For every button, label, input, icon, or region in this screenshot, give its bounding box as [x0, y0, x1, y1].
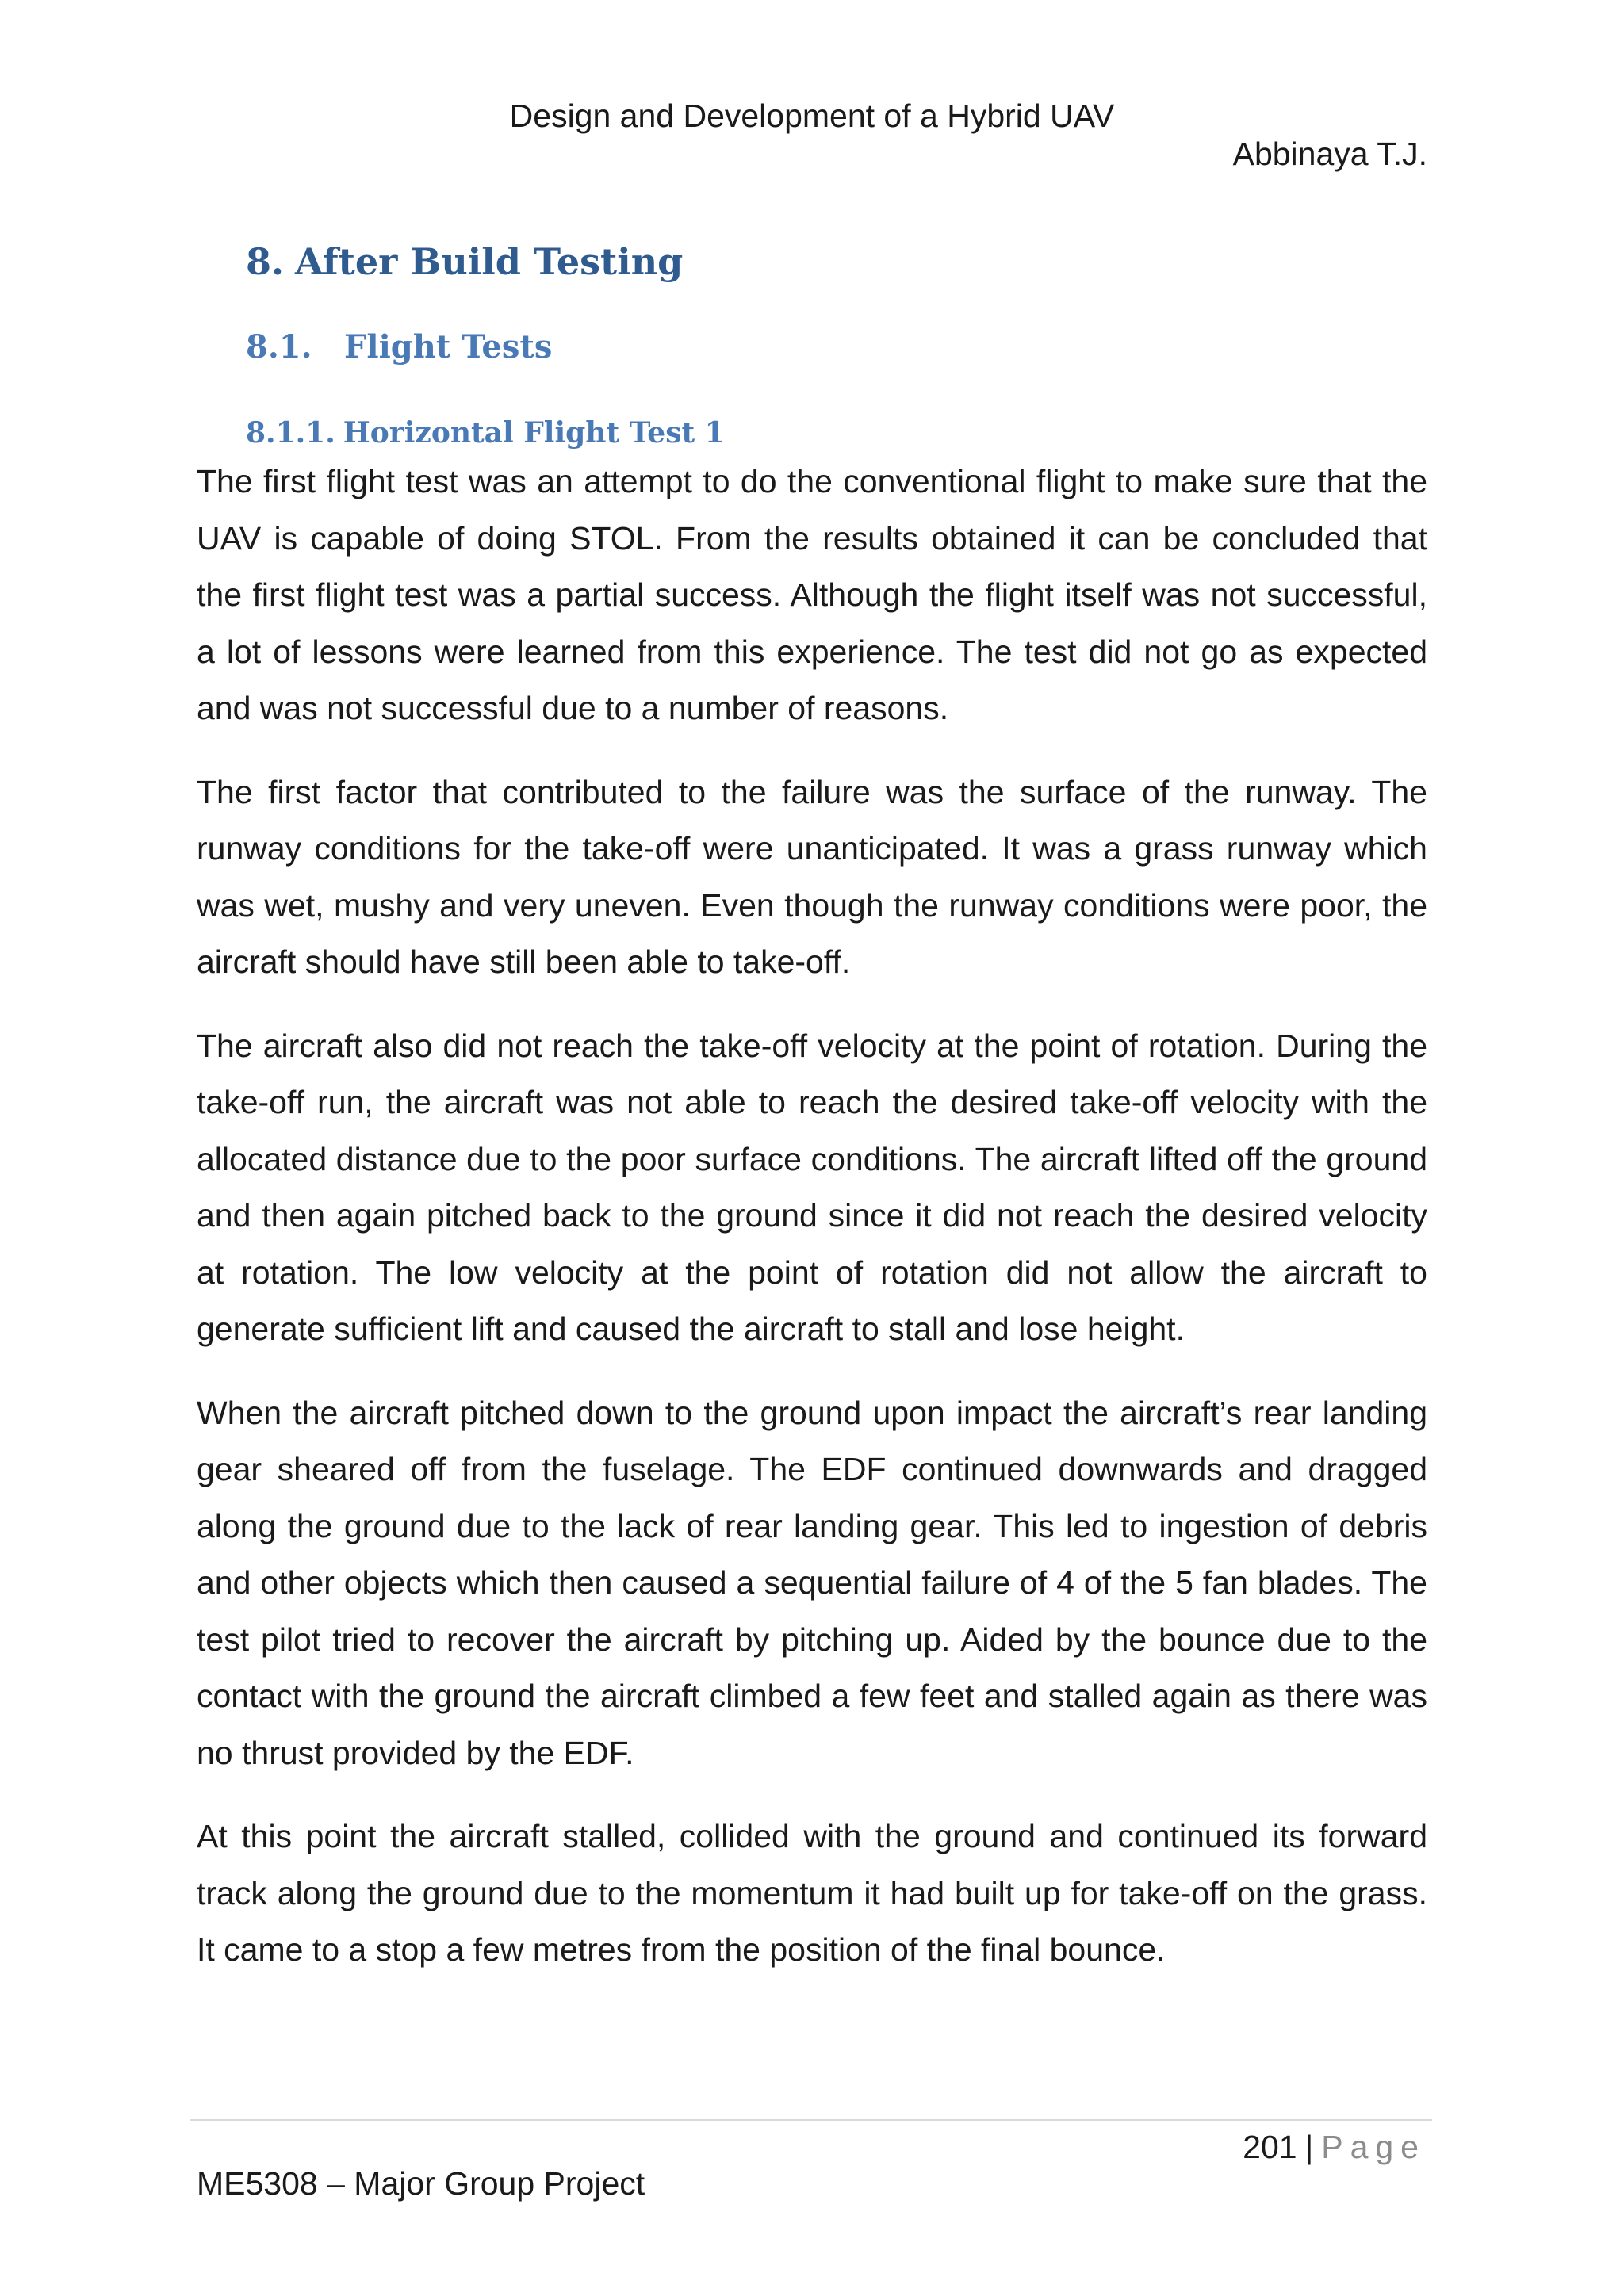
- page-word: Page: [1321, 2129, 1426, 2165]
- body-paragraph-1: The first flight test was an attempt to do the conventional flight to make sure that the UAV is capable of doing STOL. From the results obtained it can be concluded that the first flight test was a partial success. Although the flight itself was not successful, a lot of lessons were learned from this experience. The test did not go as expected and was not successful due to a number of reasons.: [197, 463, 1427, 726]
- subsection-heading: [246, 325, 1427, 369]
- section-heading: [246, 238, 1427, 285]
- running-header-title: Design and Development of a Hybrid UAV: [509, 98, 1115, 134]
- body-paragraph-4: When the aircraft pitched down to the ground upon impact the aircraft’s rear landing gear sheared off from the fuselage. The EDF continued downwards and dragged along the ground due to the lack of rear landing gear. This led to ingestion of debris and other objects which then caused a sequential failure of 4 of the 5 fan blades. The test pilot tried to recover the aircraft by pitching up. Aided by the bounce due to the contact with the ground the aircraft climbed a few feet and stalled again as there was no thrust provided by the EDF.: [197, 1394, 1427, 1771]
- footer-course-title: ME5308 – Major Group Project: [197, 2165, 645, 2202]
- page-number: [1243, 2125, 1426, 2169]
- subsection-number: 8.1.: [246, 328, 312, 365]
- subsubsection-title: Horizontal Flight Test 1: [343, 416, 725, 450]
- body-paragraph-5: At this point the aircraft stalled, collided with the ground and continued its forward track along the ground due to the momentum it had built up for take-off on the grass. It came to a stop a few metres from the position of the final bounce.: [197, 1818, 1427, 1968]
- running-header-author: Abbinaya T.J.: [1232, 136, 1427, 172]
- body-paragraph-2: The first factor that contributed to the failure was the surface of the runway. The runway conditions for the take-off were unanticipated. It was a grass runway which was wet, mushy and very uneven. Even though the runway conditions were poor, the aircraft should have still been able to take-off.: [197, 773, 1427, 980]
- section-number: 8.: [246, 240, 285, 283]
- section-title: After Build Testing: [295, 240, 684, 283]
- page-number-separator: |: [1304, 2129, 1314, 2165]
- subsubsection-heading: [246, 412, 1427, 453]
- subsection-title: Flight Tests: [344, 328, 553, 365]
- page-number-value: 201: [1243, 2129, 1297, 2165]
- footer-divider: [190, 2119, 1432, 2121]
- subsubsection-number: 8.1.1.: [246, 416, 335, 450]
- body-paragraph-3: The aircraft also did not reach the take-off velocity at the point of rotation. During the take-off run, the aircraft was not able to reach the desired take-off velocity with the allocated distance due to the poor surface conditions. The aircraft lifted off the ground and then again pitched back to the ground since it did not reach the desired velocity at rotation. The low velocity at the point of rotation did not allow the aircraft to generate sufficient lift and caused the aircraft to stall and lose height.: [197, 1027, 1427, 1347]
- page-content: [197, 222, 1427, 1979]
